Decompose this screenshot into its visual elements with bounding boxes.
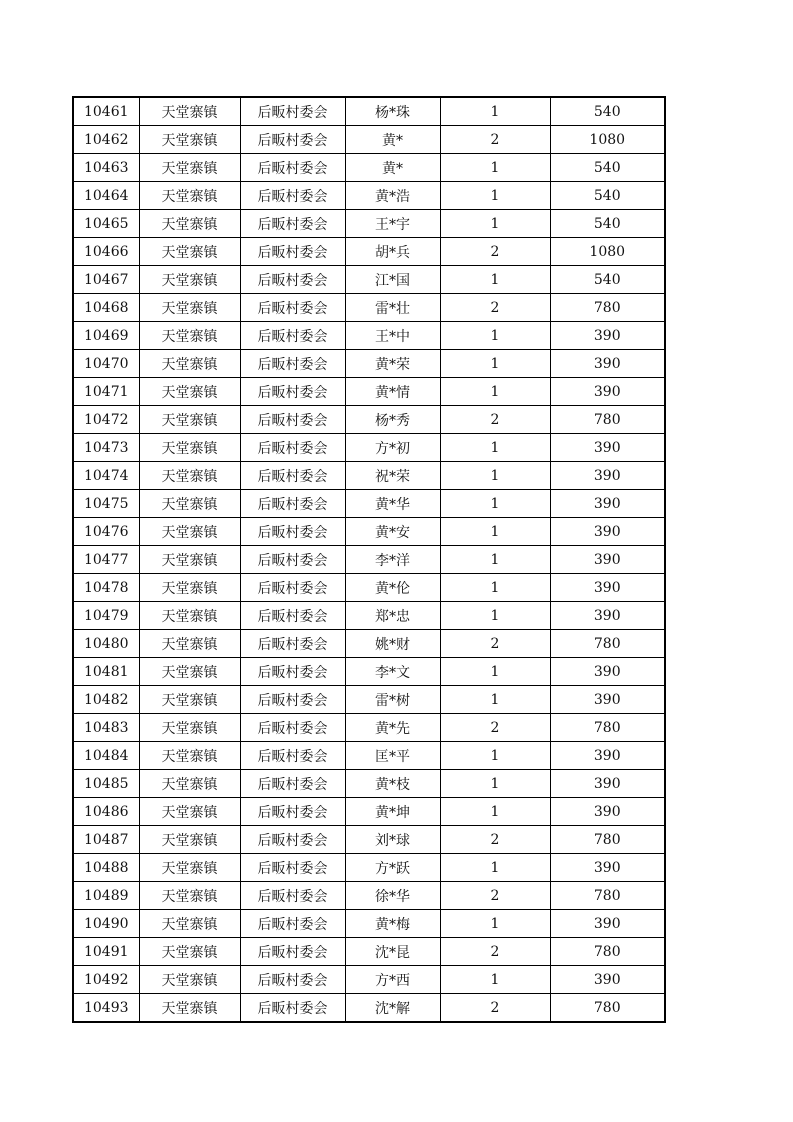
amount-cell: 780 [550,938,665,966]
record-id-cell: 10468 [73,294,139,322]
village-cell: 后畈村委会 [240,966,345,994]
count-cell: 1 [440,462,550,490]
amount-cell: 1080 [550,238,665,266]
town-cell: 天堂寨镇 [139,462,240,490]
count-cell: 1 [440,798,550,826]
village-cell: 后畈村委会 [240,462,345,490]
name-cell: 黄*华 [345,490,440,518]
amount-cell: 390 [550,546,665,574]
amount-cell: 390 [550,686,665,714]
table-body [73,97,665,1022]
count-cell: 1 [440,378,550,406]
town-cell: 天堂寨镇 [139,966,240,994]
town-cell: 天堂寨镇 [139,826,240,854]
record-id-cell: 10485 [73,770,139,798]
name-cell: 刘*球 [345,826,440,854]
town-cell: 天堂寨镇 [139,574,240,602]
town-cell: 天堂寨镇 [139,322,240,350]
village-cell: 后畈村委会 [240,406,345,434]
town-cell: 天堂寨镇 [139,238,240,266]
amount-cell: 390 [550,434,665,462]
count-cell: 1 [440,910,550,938]
name-cell: 黄*先 [345,714,440,742]
name-cell: 黄*伦 [345,574,440,602]
name-cell: 王*宇 [345,210,440,238]
village-cell: 后畈村委会 [240,266,345,294]
amount-cell: 780 [550,826,665,854]
table-row [73,574,665,602]
name-cell: 李*文 [345,658,440,686]
amount-cell: 390 [550,490,665,518]
town-cell: 天堂寨镇 [139,294,240,322]
data-table [72,96,666,1023]
village-cell: 后畈村委会 [240,686,345,714]
amount-cell: 390 [550,854,665,882]
name-cell: 沈*解 [345,994,440,1023]
count-cell: 1 [440,350,550,378]
record-id-cell: 10484 [73,742,139,770]
village-cell: 后畈村委会 [240,434,345,462]
record-id-cell: 10463 [73,154,139,182]
town-cell: 天堂寨镇 [139,770,240,798]
record-id-cell: 10492 [73,966,139,994]
name-cell: 徐*华 [345,882,440,910]
record-id-cell: 10491 [73,938,139,966]
record-id-cell: 10469 [73,322,139,350]
village-cell: 后畈村委会 [240,798,345,826]
amount-cell: 780 [550,994,665,1023]
record-id-cell: 10489 [73,882,139,910]
name-cell: 黄*枝 [345,770,440,798]
name-cell: 李*洋 [345,546,440,574]
count-cell: 2 [440,126,550,154]
town-cell: 天堂寨镇 [139,210,240,238]
table-row [73,378,665,406]
amount-cell: 390 [550,350,665,378]
village-cell: 后畈村委会 [240,630,345,658]
name-cell: 黄*梅 [345,910,440,938]
town-cell: 天堂寨镇 [139,97,240,126]
village-cell: 后畈村委会 [240,854,345,882]
town-cell: 天堂寨镇 [139,658,240,686]
village-cell: 后畈村委会 [240,994,345,1023]
amount-cell: 390 [550,966,665,994]
village-cell: 后畈村委会 [240,182,345,210]
table-row [73,294,665,322]
name-cell: 祝*荣 [345,462,440,490]
amount-cell: 390 [550,742,665,770]
town-cell: 天堂寨镇 [139,490,240,518]
village-cell: 后畈村委会 [240,378,345,406]
count-cell: 1 [440,546,550,574]
count-cell: 1 [440,210,550,238]
amount-cell: 1080 [550,126,665,154]
amount-cell: 390 [550,798,665,826]
count-cell: 1 [440,322,550,350]
amount-cell: 780 [550,714,665,742]
count-cell: 1 [440,574,550,602]
town-cell: 天堂寨镇 [139,182,240,210]
town-cell: 天堂寨镇 [139,406,240,434]
name-cell: 黄*荣 [345,350,440,378]
count-cell: 1 [440,154,550,182]
table-row [73,97,665,126]
name-cell: 王*中 [345,322,440,350]
table-row [73,938,665,966]
count-cell: 2 [440,938,550,966]
name-cell: 黄*安 [345,518,440,546]
town-cell: 天堂寨镇 [139,854,240,882]
name-cell: 姚*财 [345,630,440,658]
count-cell: 2 [440,238,550,266]
record-id-cell: 10462 [73,126,139,154]
name-cell: 江*国 [345,266,440,294]
table-row [73,126,665,154]
amount-cell: 780 [550,294,665,322]
count-cell: 1 [440,686,550,714]
town-cell: 天堂寨镇 [139,630,240,658]
amount-cell: 540 [550,182,665,210]
record-id-cell: 10477 [73,546,139,574]
count-cell: 1 [440,490,550,518]
table-row [73,210,665,238]
record-id-cell: 10475 [73,490,139,518]
table-row [73,770,665,798]
name-cell: 杨*珠 [345,97,440,126]
village-cell: 后畈村委会 [240,210,345,238]
town-cell: 天堂寨镇 [139,266,240,294]
record-id-cell: 10465 [73,210,139,238]
amount-cell: 540 [550,97,665,126]
village-cell: 后畈村委会 [240,154,345,182]
table-row [73,238,665,266]
table-row [73,518,665,546]
table-row [73,994,665,1023]
name-cell: 黄* [345,154,440,182]
count-cell: 1 [440,658,550,686]
count-cell: 1 [440,770,550,798]
count-cell: 1 [440,182,550,210]
village-cell: 后畈村委会 [240,770,345,798]
table-row [73,154,665,182]
table-row [73,462,665,490]
count-cell: 1 [440,97,550,126]
town-cell: 天堂寨镇 [139,742,240,770]
table-row [73,854,665,882]
record-id-cell: 10470 [73,350,139,378]
amount-cell: 390 [550,574,665,602]
village-cell: 后畈村委会 [240,294,345,322]
count-cell: 2 [440,714,550,742]
amount-cell: 390 [550,658,665,686]
record-id-cell: 10461 [73,97,139,126]
record-id-cell: 10476 [73,518,139,546]
village-cell: 后畈村委会 [240,518,345,546]
village-cell: 后畈村委会 [240,714,345,742]
record-id-cell: 10471 [73,378,139,406]
amount-cell: 780 [550,406,665,434]
record-id-cell: 10472 [73,406,139,434]
record-id-cell: 10482 [73,686,139,714]
count-cell: 2 [440,882,550,910]
amount-cell: 390 [550,322,665,350]
name-cell: 郑*忠 [345,602,440,630]
village-cell: 后畈村委会 [240,938,345,966]
count-cell: 1 [440,518,550,546]
village-cell: 后畈村委会 [240,742,345,770]
name-cell: 方*跃 [345,854,440,882]
table-row [73,714,665,742]
record-id-cell: 10486 [73,798,139,826]
table-row [73,966,665,994]
count-cell: 1 [440,966,550,994]
village-cell: 后畈村委会 [240,238,345,266]
amount-cell: 390 [550,518,665,546]
village-cell: 后畈村委会 [240,574,345,602]
table-row [73,266,665,294]
village-cell: 后畈村委会 [240,910,345,938]
amount-cell: 540 [550,154,665,182]
table-row [73,630,665,658]
record-id-cell: 10479 [73,602,139,630]
record-id-cell: 10488 [73,854,139,882]
town-cell: 天堂寨镇 [139,994,240,1023]
name-cell: 雷*树 [345,686,440,714]
amount-cell: 390 [550,378,665,406]
count-cell: 2 [440,406,550,434]
table-row [73,350,665,378]
name-cell: 黄* [345,126,440,154]
count-cell: 2 [440,630,550,658]
count-cell: 1 [440,742,550,770]
village-cell: 后畈村委会 [240,490,345,518]
town-cell: 天堂寨镇 [139,938,240,966]
table-row [73,602,665,630]
town-cell: 天堂寨镇 [139,882,240,910]
town-cell: 天堂寨镇 [139,798,240,826]
town-cell: 天堂寨镇 [139,378,240,406]
record-id-cell: 10478 [73,574,139,602]
record-id-cell: 10467 [73,266,139,294]
table-row [73,658,665,686]
table-row [73,322,665,350]
town-cell: 天堂寨镇 [139,126,240,154]
name-cell: 匡*平 [345,742,440,770]
town-cell: 天堂寨镇 [139,602,240,630]
village-cell: 后畈村委会 [240,322,345,350]
record-id-cell: 10473 [73,434,139,462]
town-cell: 天堂寨镇 [139,910,240,938]
amount-cell: 780 [550,882,665,910]
table-row [73,490,665,518]
name-cell: 方*初 [345,434,440,462]
table-row [73,742,665,770]
count-cell: 2 [440,826,550,854]
name-cell: 杨*秀 [345,406,440,434]
amount-cell: 390 [550,910,665,938]
town-cell: 天堂寨镇 [139,518,240,546]
name-cell: 黄*浩 [345,182,440,210]
village-cell: 后畈村委会 [240,546,345,574]
record-id-cell: 10487 [73,826,139,854]
village-cell: 后畈村委会 [240,126,345,154]
town-cell: 天堂寨镇 [139,154,240,182]
table-row [73,882,665,910]
name-cell: 雷*壮 [345,294,440,322]
table-row [73,798,665,826]
name-cell: 胡*兵 [345,238,440,266]
amount-cell: 390 [550,602,665,630]
count-cell: 2 [440,294,550,322]
record-id-cell: 10464 [73,182,139,210]
name-cell: 黄*情 [345,378,440,406]
town-cell: 天堂寨镇 [139,686,240,714]
amount-cell: 390 [550,462,665,490]
record-id-cell: 10481 [73,658,139,686]
table-row [73,826,665,854]
town-cell: 天堂寨镇 [139,434,240,462]
name-cell: 方*西 [345,966,440,994]
record-id-cell: 10480 [73,630,139,658]
amount-cell: 540 [550,210,665,238]
town-cell: 天堂寨镇 [139,714,240,742]
village-cell: 后畈村委会 [240,350,345,378]
count-cell: 1 [440,266,550,294]
name-cell: 沈*昆 [345,938,440,966]
table-row [73,546,665,574]
town-cell: 天堂寨镇 [139,546,240,574]
table-row [73,434,665,462]
village-cell: 后畈村委会 [240,826,345,854]
record-id-cell: 10483 [73,714,139,742]
amount-cell: 540 [550,266,665,294]
name-cell: 黄*坤 [345,798,440,826]
amount-cell: 780 [550,630,665,658]
table-row [73,686,665,714]
count-cell: 2 [440,994,550,1023]
table-row [73,910,665,938]
record-id-cell: 10474 [73,462,139,490]
village-cell: 后畈村委会 [240,97,345,126]
record-id-cell: 10490 [73,910,139,938]
village-cell: 后畈村委会 [240,882,345,910]
count-cell: 1 [440,434,550,462]
town-cell: 天堂寨镇 [139,350,240,378]
amount-cell: 390 [550,770,665,798]
village-cell: 后畈村委会 [240,658,345,686]
record-id-cell: 10466 [73,238,139,266]
table-row [73,406,665,434]
table-row [73,182,665,210]
count-cell: 1 [440,854,550,882]
record-id-cell: 10493 [73,994,139,1023]
count-cell: 1 [440,602,550,630]
village-cell: 后畈村委会 [240,602,345,630]
